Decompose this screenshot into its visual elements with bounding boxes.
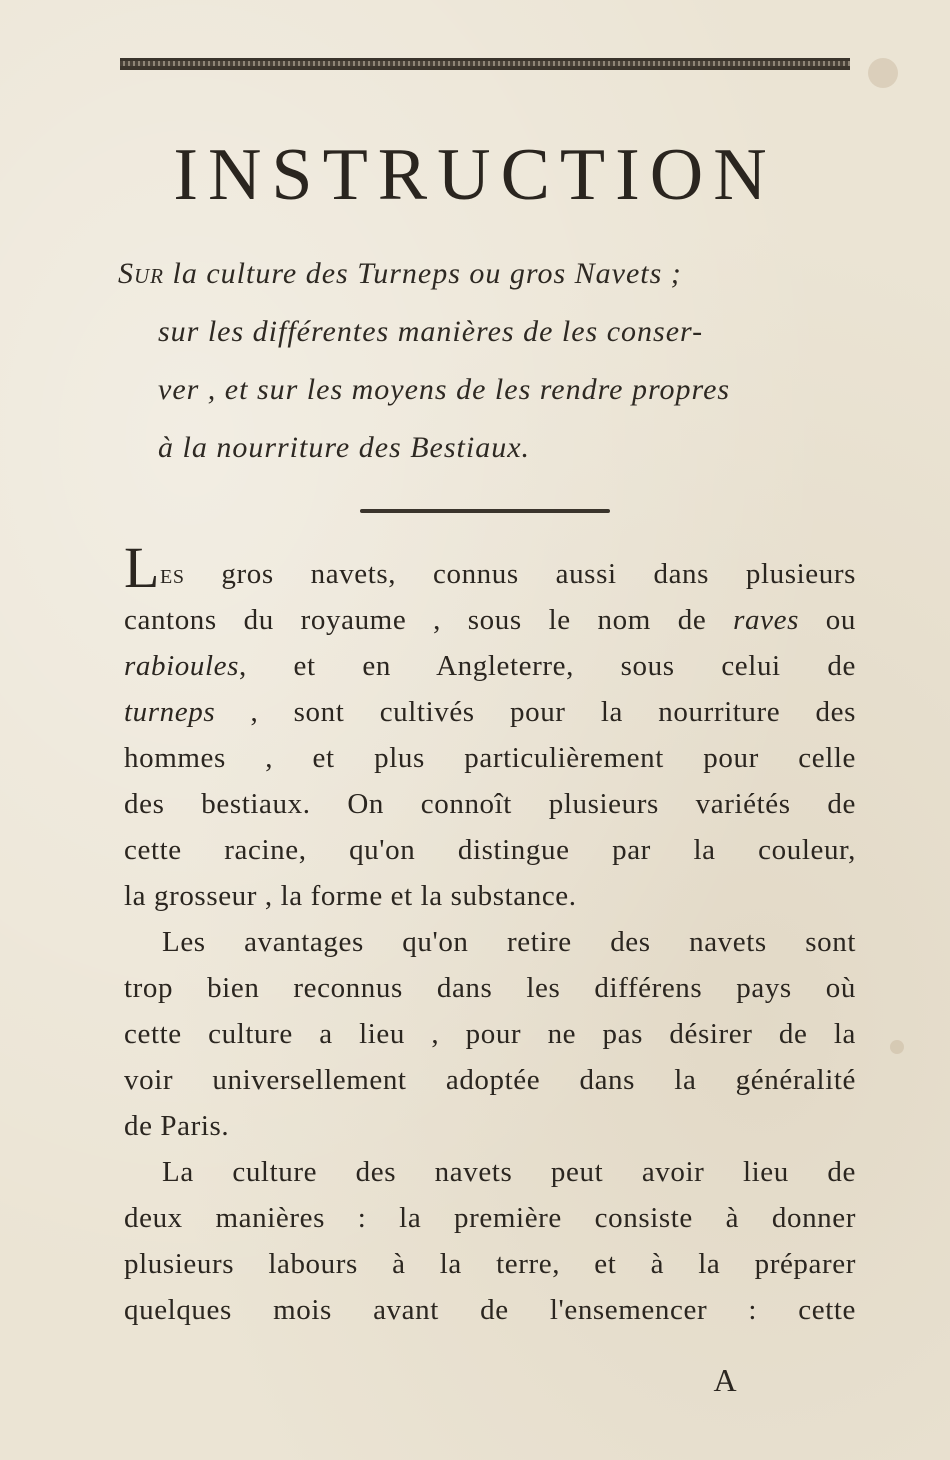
section-divider [360,509,610,513]
smallcaps-word: es [160,558,185,590]
paper-stain [890,1040,904,1054]
drop-cap: L [124,535,161,600]
paragraph-1-line: hommes , et plus particulièrement pour celle [124,742,856,774]
subtitle-line-2: sur les différentes manières de les conser- [158,315,704,348]
paragraph-1-line: la grosseur , la forme et la substance. [124,880,577,912]
italic-word: turneps [124,696,216,728]
paragraph-2-line: de Paris. [124,1110,230,1142]
paragraph-1-line [124,597,856,643]
signature-mark: A [713,1362,737,1398]
text-run: ou [798,604,856,636]
subtitle-block [118,245,858,477]
subtitle-line-4: à la nourriture des Bestiaux. [158,431,531,464]
italic-word: raves [733,604,799,636]
paragraph-2-line: trop bien reconnus dans les différens pays où [124,972,856,1004]
paper-stain [868,58,898,88]
paragraph-2-line: Les avantages qu'on retire des navets sont [162,926,856,958]
text-run: gros navets, connus aussi dans plusieurs [184,558,856,590]
text-run: , sont cultivés pour la nourriture des [215,696,856,728]
paragraph-1-line [124,643,856,689]
paragraph-2-line: cette culture a lieu , pour ne pas désirer de la [124,1018,856,1050]
text-run: , et en Angleterre, sous celui de [238,650,856,682]
paragraph-2-line: voir universellement adoptée dans la généralité [124,1064,856,1096]
body-text [124,535,856,1333]
paragraph-1-line [124,535,856,600]
paragraph-3-line: La culture des navets peut avoir lieu de [162,1156,856,1188]
paragraph-3-line: quelques mois avant de l'ensemencer : cette [124,1294,856,1326]
text-run: cantons du royaume , sous le nom de [124,604,734,636]
subtitle-line-1-text: la culture des Turneps ou gros Navets ; [164,257,682,290]
paragraph-3-line: deux manières : la première consiste à donner [124,1202,856,1234]
paragraph-3-line: plusieurs labours à la terre, et à la préparer [124,1248,856,1280]
ornamental-rule-top [120,58,850,70]
subtitle-line-3: ver , et sur les moyens de les rendre propres [158,373,731,406]
subtitle-line-1 [118,245,858,303]
paragraph-1-line: des bestiaux. On connoît plusieurs variétés de [124,788,856,820]
paragraph-1-line: cette racine, qu'on distingue par la couleur, [124,834,856,866]
italic-word: rabioules [124,650,239,682]
subtitle-smallcaps: Sur [118,257,164,290]
page-title: INSTRUCTION [173,134,777,216]
paragraph-1-line [124,689,856,735]
